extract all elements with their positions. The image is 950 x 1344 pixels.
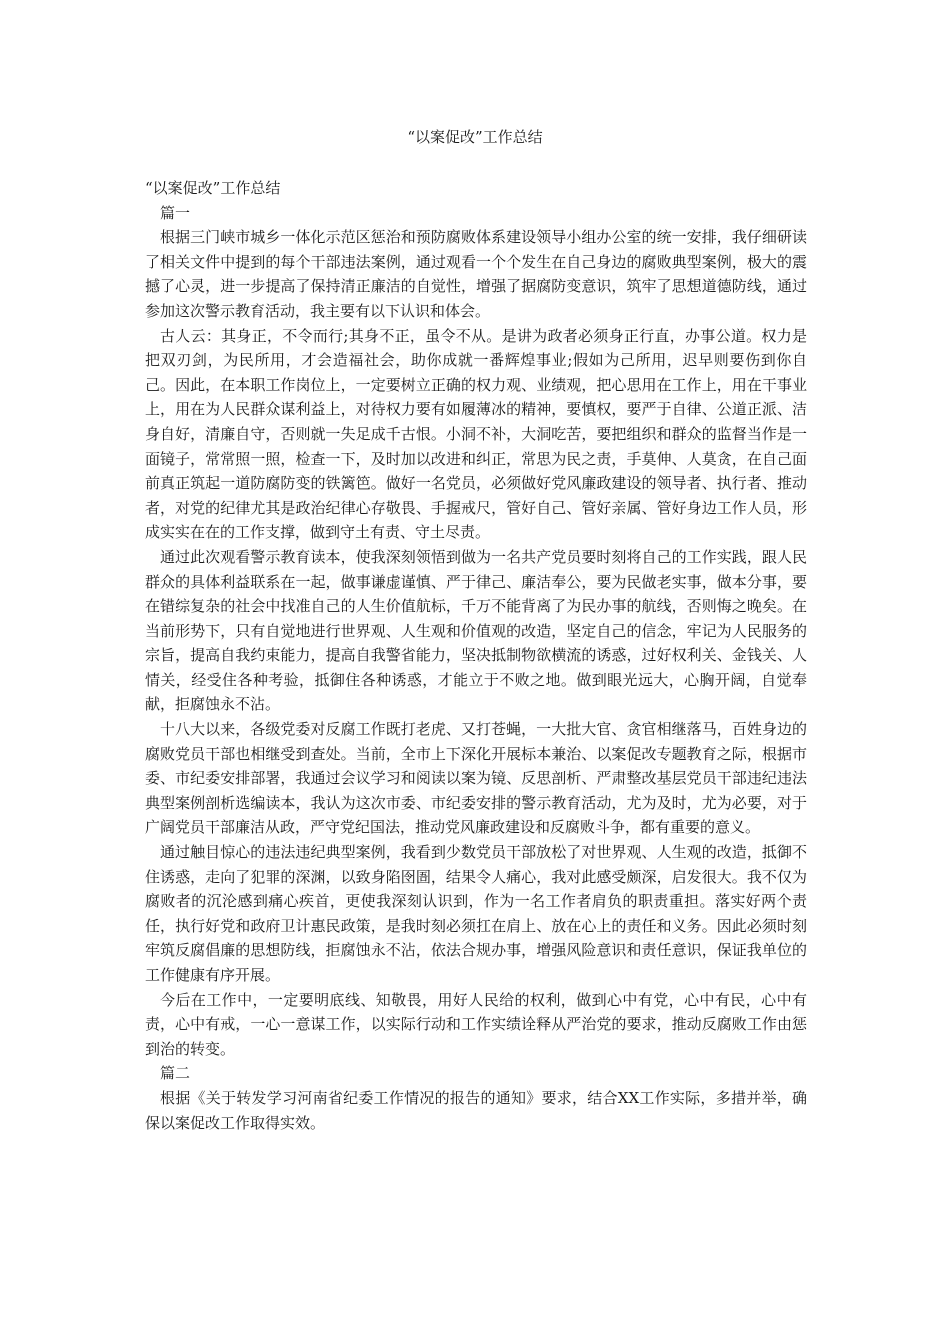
document-subtitle: “以案促改”工作总结 xyxy=(145,179,281,197)
page-title: “以案促改”工作总结 xyxy=(407,128,543,146)
paragraph: 今后在工作中，一定要明底线、知敬畏，用好人民给的权利，做到心中有党，心中有民，心中有责，心中有戒，一心一意谋工作，以实际行动和工作实绩诠释从严治党的要求，推动反腐败工作由惩到治的转变。 xyxy=(145,990,807,1058)
paragraph: 通过此次观看警示教育读本，使我深刻领悟到做为一名共产党员要时刻将自己的工作实践，跟人民群众的具体利益联系在一起，做事谦虚谨慎、严于律己、廉洁奉公，要为民做老实事，做本分事，要在错综复杂的社会中找准自己的人生价值航标，千万不能背离了为民办事的航线，否则悔之晚矣。在当前形势下，只有自觉地进行世界观、人生观和价值观的改造，坚定自己的信念，牢记为人民服务的宗旨，提高自我约束能力，提高自我警省能力，坚决抵制物欲横流的诱惑，过好权利关、金钱关、人情关，经受住各种考验，抵御住各种诱惑，才能立于不败之地。做到眼光远大，心胸开阔，自觉奉献，拒腐蚀永不沾。 xyxy=(145,547,807,714)
paragraph: 十八大以来，各级党委对反腐工作既打老虎、又打苍蝇，一大批大官、贪官相继落马，百姓身边的腐败党员干部也相继受到查处。当前，全市上下深化开展标本兼治、以案促改专题教育之际，根据市委、市纪委安排部署，我通过会议学习和阅读以案为镜、反思剖析、严肃整改基层党员干部违纪违法典型案例剖析选编读本，我认为这次市委、市纪委安排的警示教育活动，尤为及时，尤为必要，对于广阔党员干部廉洁从政，严守党纪国法，推动党风廉政建设和反腐败斗争，都有重要的意义。 xyxy=(145,720,807,837)
document-body xyxy=(145,176,807,1135)
section-heading-2: 篇二 xyxy=(160,1064,191,1083)
paragraph: 通过触目惊心的违法违纪典型案例，我看到少数党员干部放松了对世界观、人生观的改造，抵御不住诱惑，走向了犯罪的深渊，以致身陷囹圄，结果令人痛心，我对此感受颇深，启发很大。我不仅为腐败者的沉沦感到痛心疾首，更使我深刻认识到，作为一名工作者肩负的职责重担。落实好两个责任，执行好党和政府卫计惠民政策，是我时刻必须扛在肩上、放在心上的责任和义务。因此必须时刻牢筑反腐倡廉的思想防线，拒腐蚀永不沾，依法合规办事，增强风险意识和责任意识，保证我单位的工作健康有序开展。 xyxy=(145,843,807,984)
paragraph: 古人云：其身正，不令而行;其身不正，虽令不从。是讲为政者必须身正行直，办事公道。权力是把双刃剑，为民所用，才会造福社会，助你成就一番辉煌事业;假如为己所用，迟早则要伤到你自己。因此，在本职工作岗位上，一定要树立正确的权力观、业绩观，把心思用在工作上，用在干事业上，用在为人民群众谋利益上，对待权力要有如履薄冰的精神，要慎权，要严于自律、公道正派、洁身自好，清廉自守，否则就一失足成千古恨。小洞不补，大洞吃苦，要把组织和群众的监督当作是一面镜子，常常照一照，检查一下，及时加以改进和纠正，常思为民之责，手莫伸、人莫贪，在自己面前真正筑起一道防腐防变的铁篱笆。做好一名党员，必须做好党风廉政建设的领导者、执行者、推动者，对党的纪律尤其是政治纪律心存敬畏、手握戒尺，管好自己、管好亲属、管好身边工作人员，形成实实在在的工作支撑，做到守土有责、守土尽责。 xyxy=(145,326,807,542)
section-heading-1: 篇一 xyxy=(160,203,191,222)
paragraph: 根据三门峡市城乡一体化示范区惩治和预防腐败体系建设领导小组办公室的统一安排，我仔细研读了相关文件中提到的每个干部违法案例，通过观看一个个发生在自己身边的腐败典型案例，极大的震撼了心灵，进一步提高了保持清正廉洁的自觉性，增强了据腐防变意识，筑牢了思想道德防线，通过参加这次警示教育活动，我主要有以下认识和体会。 xyxy=(145,228,807,320)
paragraph: 根据《关于转发学习河南省纪委工作情况的报告的通知》要求，结合XX工作实际，多措并举，确保以案促改工作取得实效。 xyxy=(145,1088,807,1132)
